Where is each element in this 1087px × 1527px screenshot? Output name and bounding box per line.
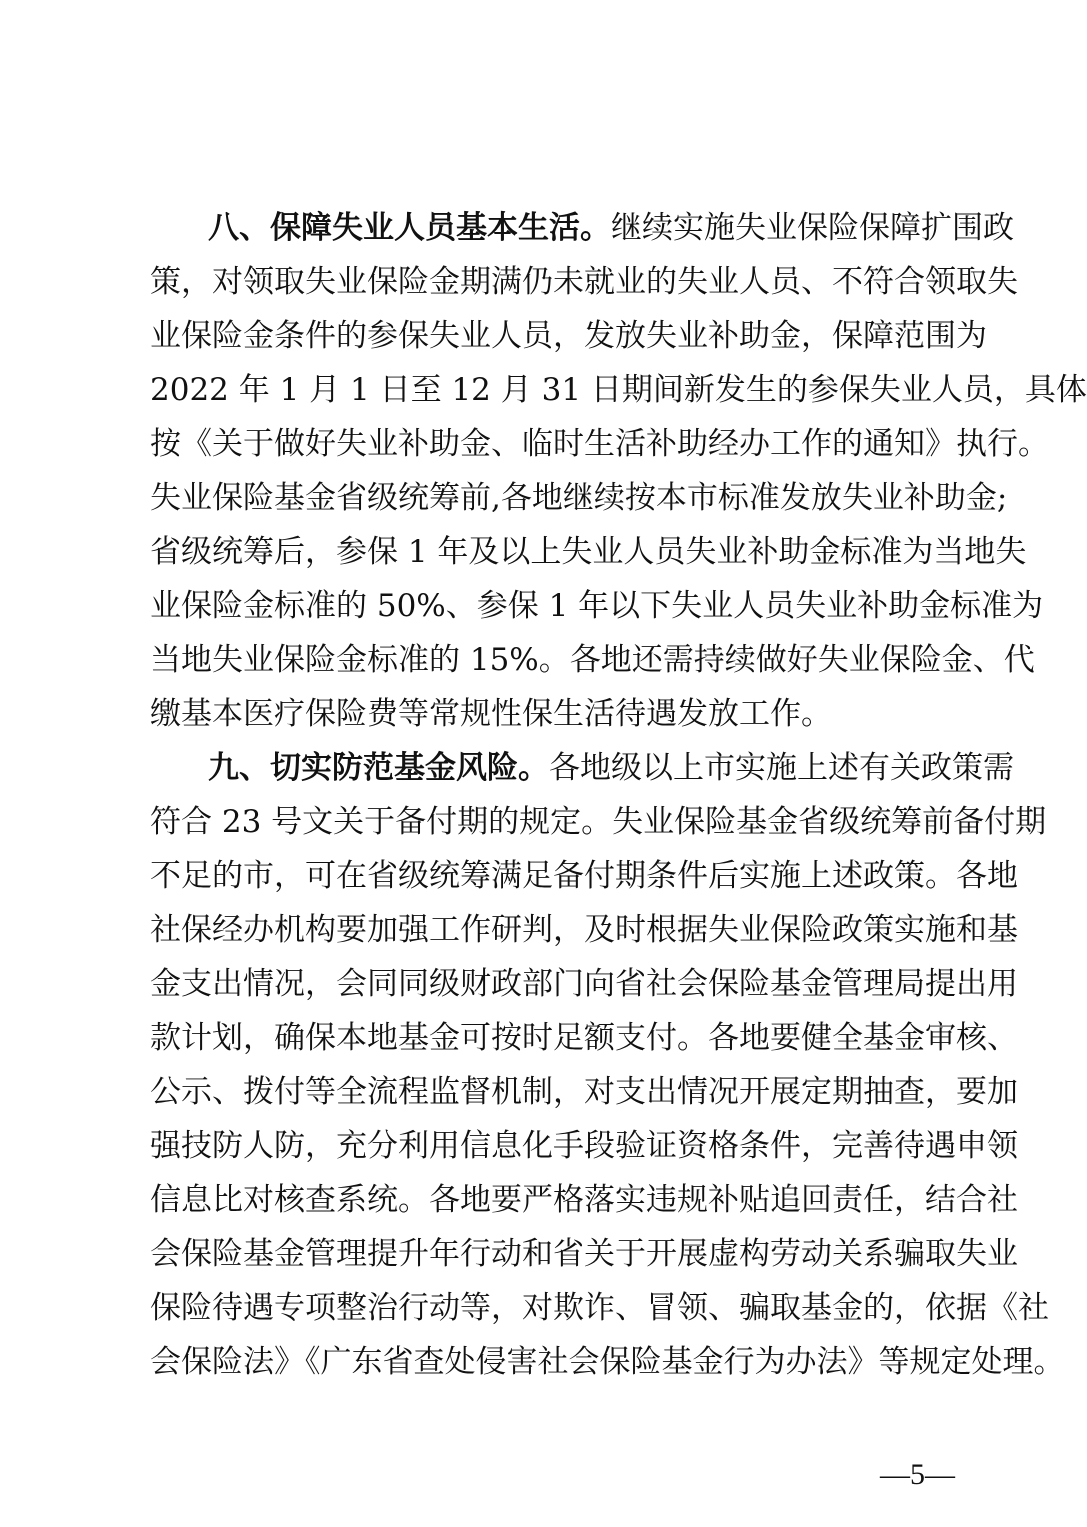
- section9-heading: 九、切实防范基金风险。: [208, 750, 549, 786]
- section9-line-7: 公示、拨付等全流程监督机制，对支出情况开展定期抽查，要加: [150, 1074, 1018, 1110]
- section9-line-2: 符合 23 号文关于备付期的规定。失业保险基金省级统筹前备付期: [150, 804, 1047, 840]
- section8-line-8: 业保险金标准的 50%、参保 1 年以下失业人员失业补助金标准为: [150, 588, 1044, 624]
- section9-line-6: 款计划，确保本地基金可按时足额支付。各地要健全基金审核、: [150, 1020, 1018, 1056]
- section8-line-7: 省级统筹后，参保 1 年及以上失业人员失业补助金标准为当地失: [150, 534, 1027, 570]
- section9-line-12: 会保险法》《广东省查处侵害社会保险基金行为办法》等规定处理。: [150, 1344, 1065, 1380]
- section9-line-5: 金支出情况，会同同级财政部门向省社会保险基金管理局提出用: [150, 966, 1018, 1002]
- section9-text: 各地级以上市实施上述有关政策需: [549, 750, 1014, 786]
- section8-line-10: 缴基本医疗保险费等常规性保生活待遇发放工作。: [150, 696, 832, 732]
- section9-line-10: 会保险基金管理提升年行动和省关于开展虚构劳动关系骗取失业: [150, 1236, 1018, 1272]
- section8-line-4: 2022 年 1 月 1 日至 12 月 31 日期间新发生的参保失业人员，具体: [150, 372, 1087, 408]
- section8-heading: 八、保障失业人员基本生活。: [208, 210, 611, 246]
- section8-line-2: 策，对领取失业保险金期满仍未就业的失业人员、不符合领取失: [150, 264, 1018, 300]
- section8-line-6: 失业保险基金省级统筹前,各地继续按本市标准发放失业补助金;: [150, 480, 1008, 516]
- section8-line-5: 按《关于做好失业补助金、临时生活补助经办工作的通知》执行。: [150, 426, 1049, 462]
- section8-text: 继续实施失业保险保障扩围政: [611, 210, 1014, 246]
- section9-line-9: 信息比对核查系统。各地要严格落实违规补贴追回责任，结合社: [150, 1182, 1018, 1218]
- section9-line-3: 不足的市，可在省级统筹满足备付期条件后实施上述政策。各地: [150, 858, 1018, 894]
- page-number: —5—: [880, 1458, 955, 1491]
- section9-line-11: 保险待遇专项整治行动等，对欺诈、冒领、骗取基金的，依据《社: [150, 1290, 1049, 1326]
- section9-line-8: 强技防人防，充分利用信息化手段验证资格条件，完善待遇申领: [150, 1128, 1018, 1164]
- section9-line-4: 社保经办机构要加强工作研判，及时根据失业保险政策实施和基: [150, 912, 1018, 948]
- section8-line-1: [208, 209, 1014, 247]
- section9-line-1: [208, 749, 1014, 787]
- section8-line-3: 业保险金条件的参保失业人员，发放失业补助金，保障范围为: [150, 318, 987, 354]
- section8-line-9: 当地失业保险金标准的 15%。各地还需持续做好失业保险金、代: [150, 642, 1035, 678]
